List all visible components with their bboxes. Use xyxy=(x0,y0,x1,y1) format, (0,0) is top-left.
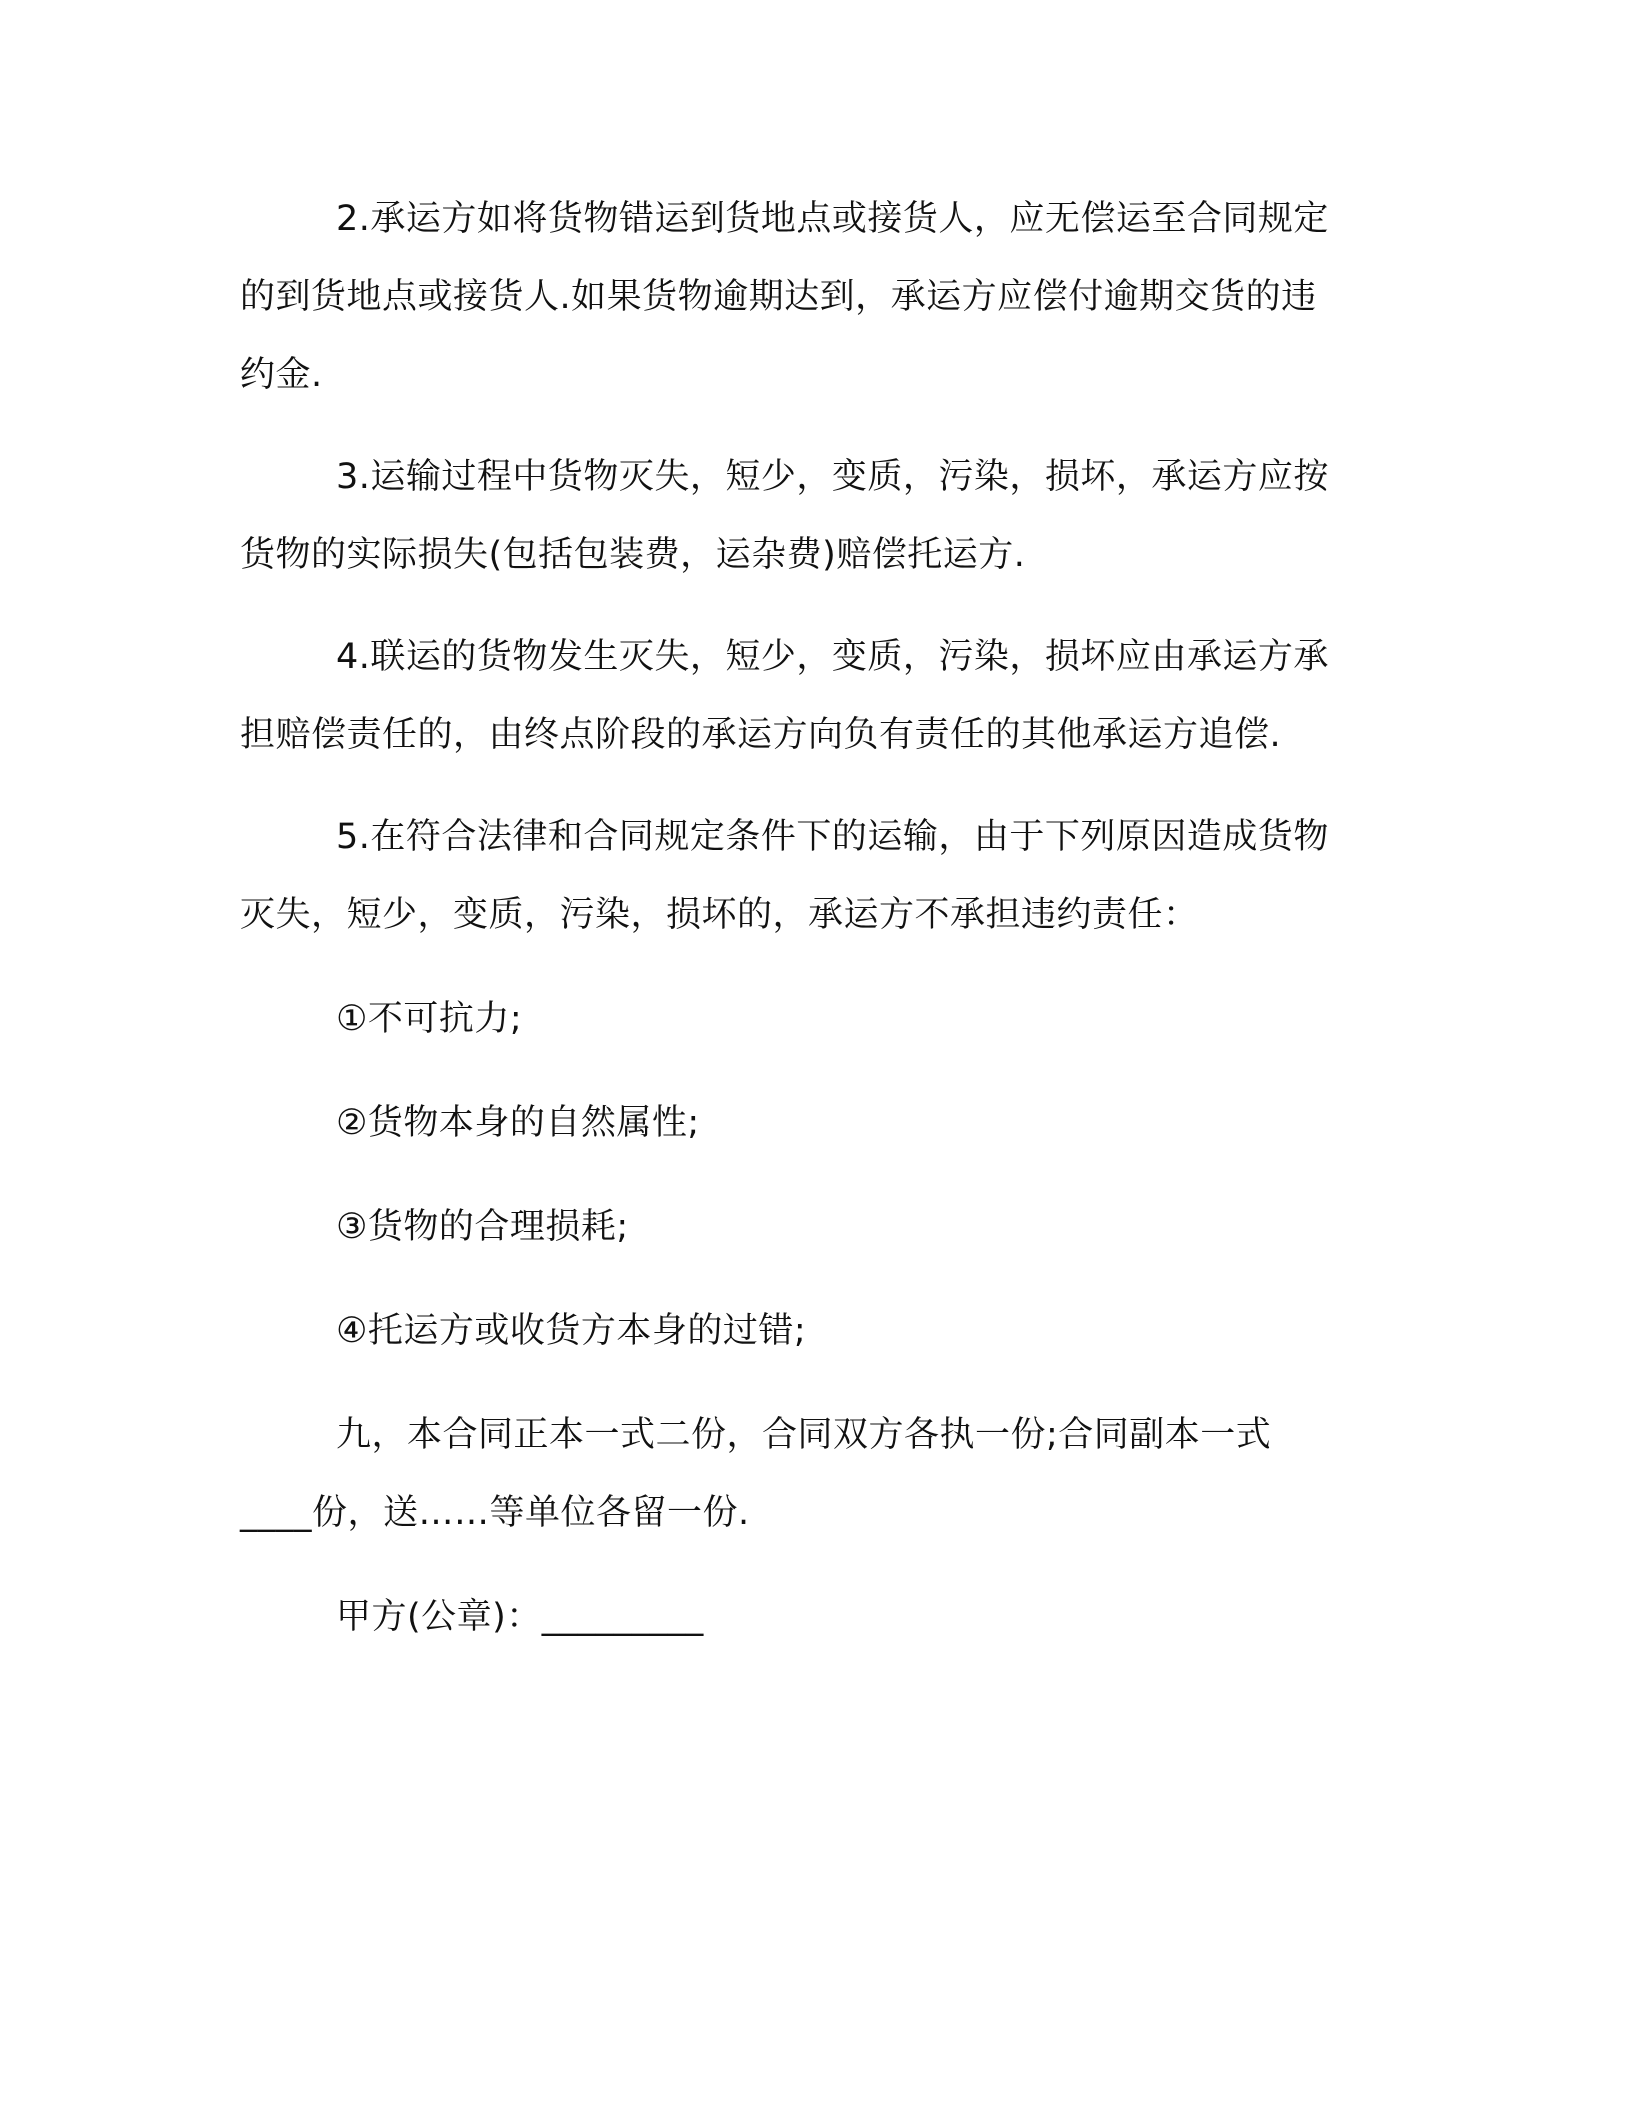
text-line: ③货物的合理损耗; xyxy=(336,1207,629,1247)
clause-2-paragraph xyxy=(240,180,1370,414)
exemption-item-3 xyxy=(240,1188,1370,1266)
text-line: ①不可抗力; xyxy=(336,999,523,1039)
document-body xyxy=(240,180,1370,1656)
text-line: 3.运输过程中货物灭失，短少，变质，污染，损坏，承运方应按 xyxy=(336,457,1329,497)
text-line: 货物的实际损失(包括包装费，运杂费)赔偿托运方. xyxy=(240,535,1026,575)
party-a-seal-line xyxy=(240,1578,1370,1656)
clause-3-paragraph xyxy=(240,438,1370,594)
text-line: 约金. xyxy=(240,355,323,395)
text-line: 灭失，短少，变质，污染，损坏的，承运方不承担违约责任： xyxy=(240,895,1199,935)
text-line: 九，本合同正本一式二份，合同双方各执一份;合同副本一式 xyxy=(336,1415,1272,1455)
text-line: ②货物本身的自然属性; xyxy=(336,1103,700,1143)
exemption-item-2 xyxy=(240,1084,1370,1162)
clause-4-paragraph xyxy=(240,618,1370,774)
text-line: ④托运方或收货方本身的过错; xyxy=(336,1311,807,1351)
text-line: 2.承运方如将货物错运到货地点或接货人，应无偿运至合同规定 xyxy=(336,199,1329,239)
text-line: 担赔偿责任的，由终点阶段的承运方向负有责任的其他承运方追偿. xyxy=(240,715,1282,755)
text-line: 甲方(公章)：_________ xyxy=(336,1597,704,1637)
text-line: ____份，送……等单位各留一份. xyxy=(240,1493,750,1533)
clause-9-paragraph xyxy=(240,1396,1370,1552)
text-line: 4.联运的货物发生灭失，短少，变质，污染，损坏应由承运方承 xyxy=(336,637,1329,677)
exemption-item-4 xyxy=(240,1292,1370,1370)
exemption-item-1 xyxy=(240,980,1370,1058)
text-line: 的到货地点或接货人.如果货物逾期达到，承运方应偿付逾期交货的违 xyxy=(240,277,1317,317)
text-line: 5.在符合法律和合同规定条件下的运输，由于下列原因造成货物 xyxy=(336,817,1329,857)
clause-5-paragraph xyxy=(240,798,1370,954)
